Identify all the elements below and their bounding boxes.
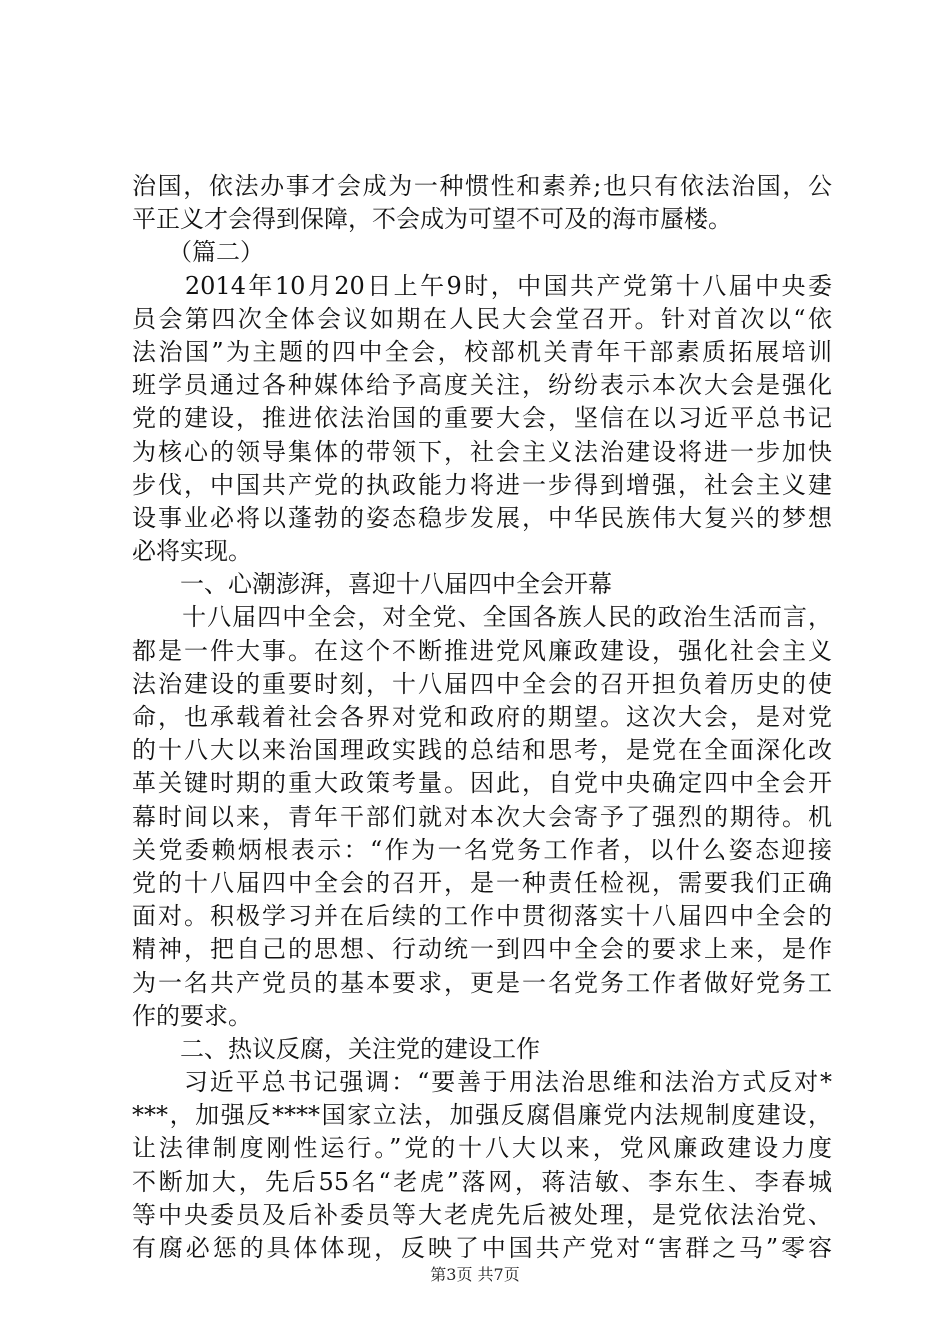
text-line: 设事业必将以蓬勃的姿态稳步发展，中华民族伟大复兴的梦想: [132, 503, 832, 532]
text-line: 2014年10月20日上午9时，中国共产党第十八届中央委: [132, 271, 832, 300]
text-line: 十八届四中全会，对全党、全国各族人民的政治生活而言，: [132, 603, 832, 632]
text-line: 二、热议反腐，关注党的建设工作: [132, 1034, 540, 1063]
text-line: 关党委赖炳根表示：“作为一名党务工作者，以什么姿态迎接: [132, 835, 832, 864]
text-line: （篇二）: [132, 238, 264, 267]
text-line: 命，也承载着社会各界对党和政府的期望。这次大会，是对党: [132, 703, 832, 731]
page-footer: 第3页 共7页: [430, 1265, 520, 1284]
text-line: ***，加强反****国家立法，加强反腐倡廉党内法规制度建设，: [132, 1101, 832, 1130]
text-line: 法治国”为主题的四中全会，校部机关青年干部素质拓展培训: [132, 337, 832, 366]
text-line: 有腐必惩的具体体现，反映了中国共产党对“害群之马”零容: [132, 1234, 832, 1262]
text-line: 平正义才会得到保障，不会成为可望不可及的海市蜃楼。: [132, 205, 732, 234]
text-line: 不断加大，先后55名“老虎”落网，蒋洁敏、李东生、李春城: [132, 1167, 832, 1196]
text-line: 班学员通过各种媒体给予高度关注，纷纷表示本次大会是强化: [132, 371, 832, 400]
text-line: 一、心潮澎湃，喜迎十八届四中全会开幕: [132, 570, 612, 599]
text-line: 革关键时期的重大政策考量。因此，自党中央确定四中全会开: [132, 769, 832, 798]
text-line: 都是一件大事。在这个不断推进党风廉政建设，强化社会主义: [132, 636, 832, 665]
text-line: 步伐，中国共产党的执政能力将进一步得到增强，社会主义建: [132, 470, 832, 499]
text-line: 治国，依法办事才会成为一种惯性和素养;也只有依法治国，公: [132, 172, 832, 200]
text-line: 精神，把自己的思想、行动统一到四中全会的要求上来，是作: [132, 935, 832, 964]
text-line: 让法律制度刚性运行。”党的十八大以来，党风廉政建设力度: [132, 1134, 832, 1163]
text-line: 的十八大以来治国理政实践的总结和思考，是党在全面深化改: [132, 736, 832, 765]
text-line: 习近平总书记强调：“要善于用法治思维和法治方式反对*: [132, 1068, 832, 1097]
text-line: 幕时间以来，青年干部们就对本次大会寄予了强烈的期待。机: [132, 802, 832, 831]
text-line: 党的建设，推进依法治国的重要大会，坚信在以习近平总书记: [132, 404, 832, 433]
text-line: 等中央委员及后补委员等大老虎先后被处理，是党依法治党、: [132, 1200, 832, 1229]
text-line: 必将实现。: [132, 537, 252, 566]
text-line: 为核心的领导集体的带领下，社会主义法治建设将进一步加快: [132, 437, 832, 466]
text-line: 党的十八届四中全会的召开，是一种责任检视，需要我们正确: [132, 868, 832, 897]
text-line: 为一名共产党员的基本要求，更是一名党务工作者做好党务工: [132, 968, 832, 997]
document-body: [132, 170, 832, 1265]
text-line: 作的要求。: [132, 1001, 252, 1030]
text-line: 员会第四次全体会议如期在人民大会堂召开。针对首次以“依: [132, 304, 832, 333]
text-line: 面对。积极学习并在后续的工作中贯彻落实十八届四中全会的: [132, 902, 832, 931]
text-line: 法治建设的重要时刻，十八届四中全会的召开担负着历史的使: [132, 669, 832, 698]
